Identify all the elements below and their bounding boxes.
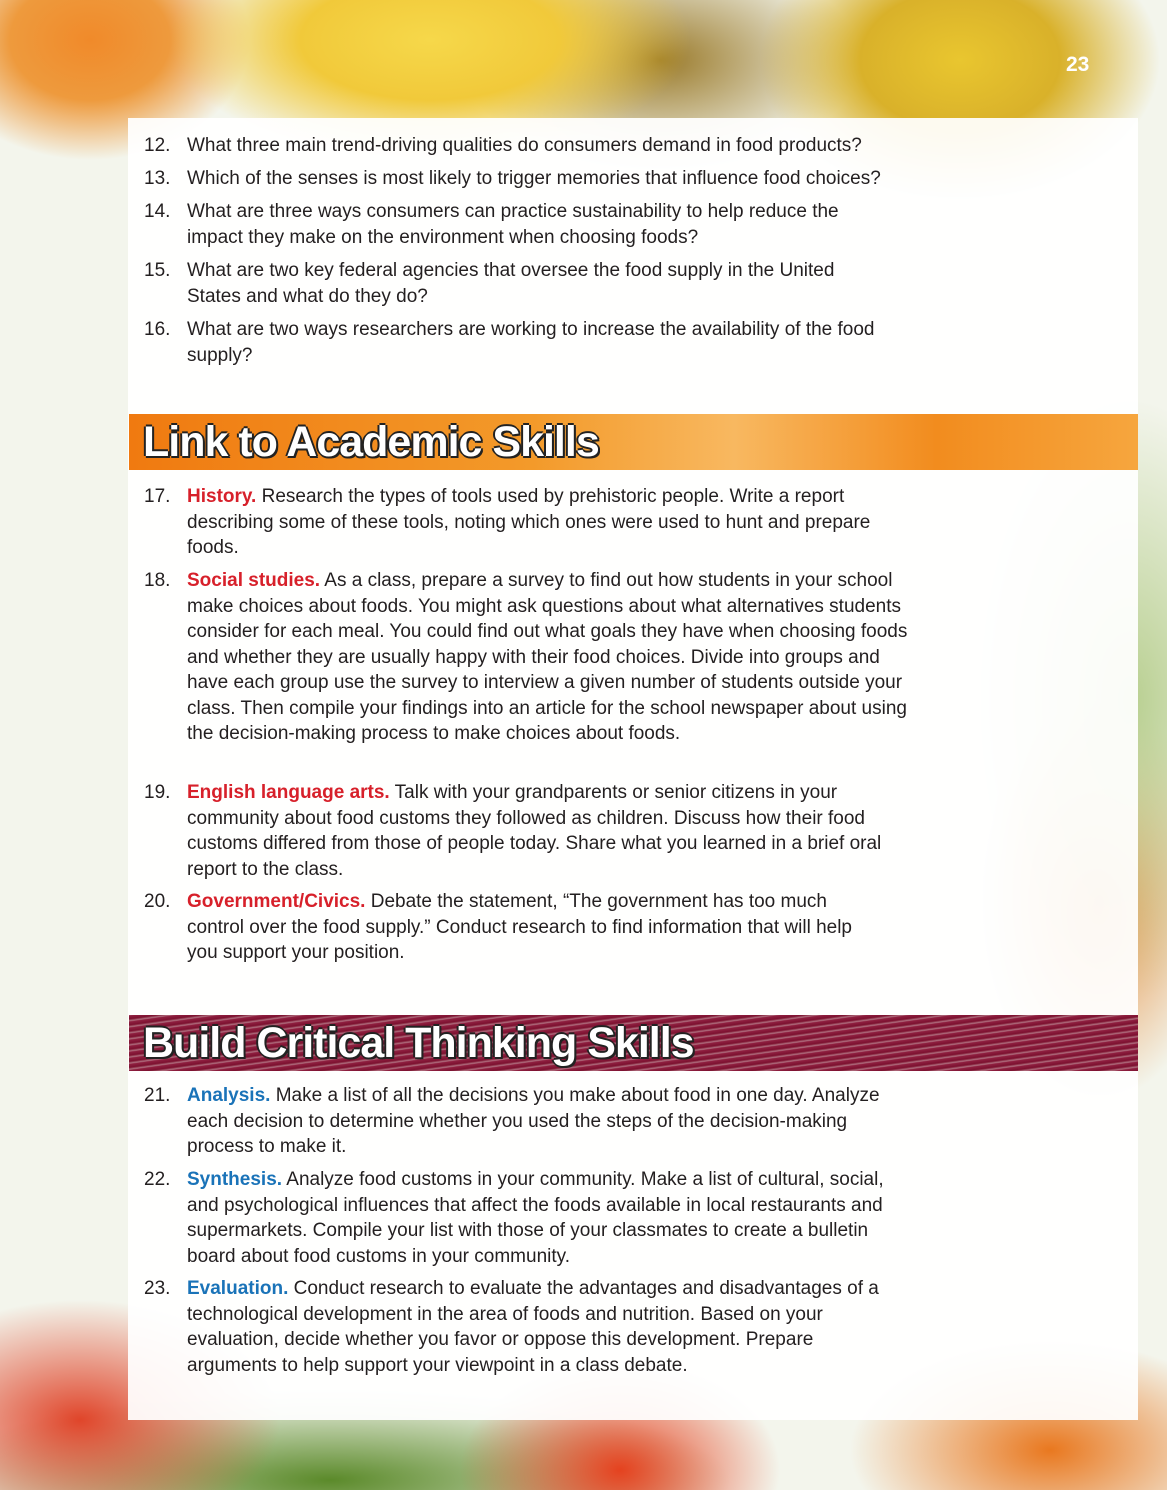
section-title: Build Critical Thinking Skills [143,1019,694,1067]
item-text: What three main trend-driving qualities do consumers demand in food products? [187,135,862,156]
section-banner-critical [129,1015,1138,1071]
page-number: 23 [1066,53,1090,76]
item-number: 18. [144,570,171,591]
item-number: 23. [144,1278,171,1299]
item-text: Talk with your grandparents or senior citizens in your community about food customs they followed as children. Discuss how their food customs differed from those of people today. Share what you learned in a brief oral report to the class. [187,782,882,880]
item-text: Research the types of tools used by prehistoric people. Write a report describing some of these tools, noting which ones were used to hunt and prepare foods. [187,486,871,558]
item-label: History. [187,486,257,507]
item-text: Debate the statement, “The government has too much control over the food supply.” Conduct research to find information that will help you support your position. [187,891,852,963]
item-number: 17. [144,486,171,507]
item-text: What are two ways researchers are working to increase the availability of the food supply? [187,319,875,366]
section-banner-academic [129,414,1138,470]
item-number: 22. [144,1169,171,1190]
item-text: As a class, prepare a survey to find out how students in your school make choices about foods. You might ask questions about what alternatives students consider for each meal. You could find out what goals they have when choosing foods and whether they are usually happy with their food choices. Divide into groups and have each group use the survey to interview a given number of students outside your class. Then compile your findings into an article for the school newspaper about using the decision-making process to make choices about foods. [187,570,908,744]
item-text: Analyze food customs in your community. Make a list of cultural, social, and psychological influences that affect the foods available in local restaurants and supermarkets. Compile your list with those of your classmates to create a bulletin board about food customs in your community. [187,1169,884,1267]
item-number: 12. [144,135,171,156]
item-label: Social studies. [187,570,321,591]
item-label: English language arts. [187,782,390,803]
item-number: 16. [144,319,171,340]
item-number: 21. [144,1085,171,1106]
item-text: Make a list of all the decisions you make about food in one day. Analyze each decision to determine whether you used the steps of the decision-making process to make it. [187,1085,880,1157]
item-number: 19. [144,782,171,803]
item-number: 14. [144,201,171,222]
item-text: Conduct research to evaluate the advantages and disadvantages of a technological development in the area of foods and nutrition. Based on your evaluation, decide whether you favor or oppose this development. Prepare arguments to help support your viewpoint in a class debate. [187,1278,879,1376]
item-text: Which of the senses is most likely to trigger memories that influence food choices? [187,168,881,189]
item-number: 13. [144,168,171,189]
item-label: Synthesis. [187,1169,283,1190]
section-title: Link to Academic Skills [143,418,599,466]
item-label: Evaluation. [187,1278,289,1299]
item-label: Analysis. [187,1085,271,1106]
item-text: What are three ways consumers can practice sustainability to help reduce the impact they make on the environment when choosing foods? [187,201,839,248]
item-label: Government/Civics. [187,891,366,912]
item-text: What are two key federal agencies that oversee the food supply in the United States and what do they do? [187,260,835,307]
item-number: 15. [144,260,171,281]
item-number: 20. [144,891,171,912]
